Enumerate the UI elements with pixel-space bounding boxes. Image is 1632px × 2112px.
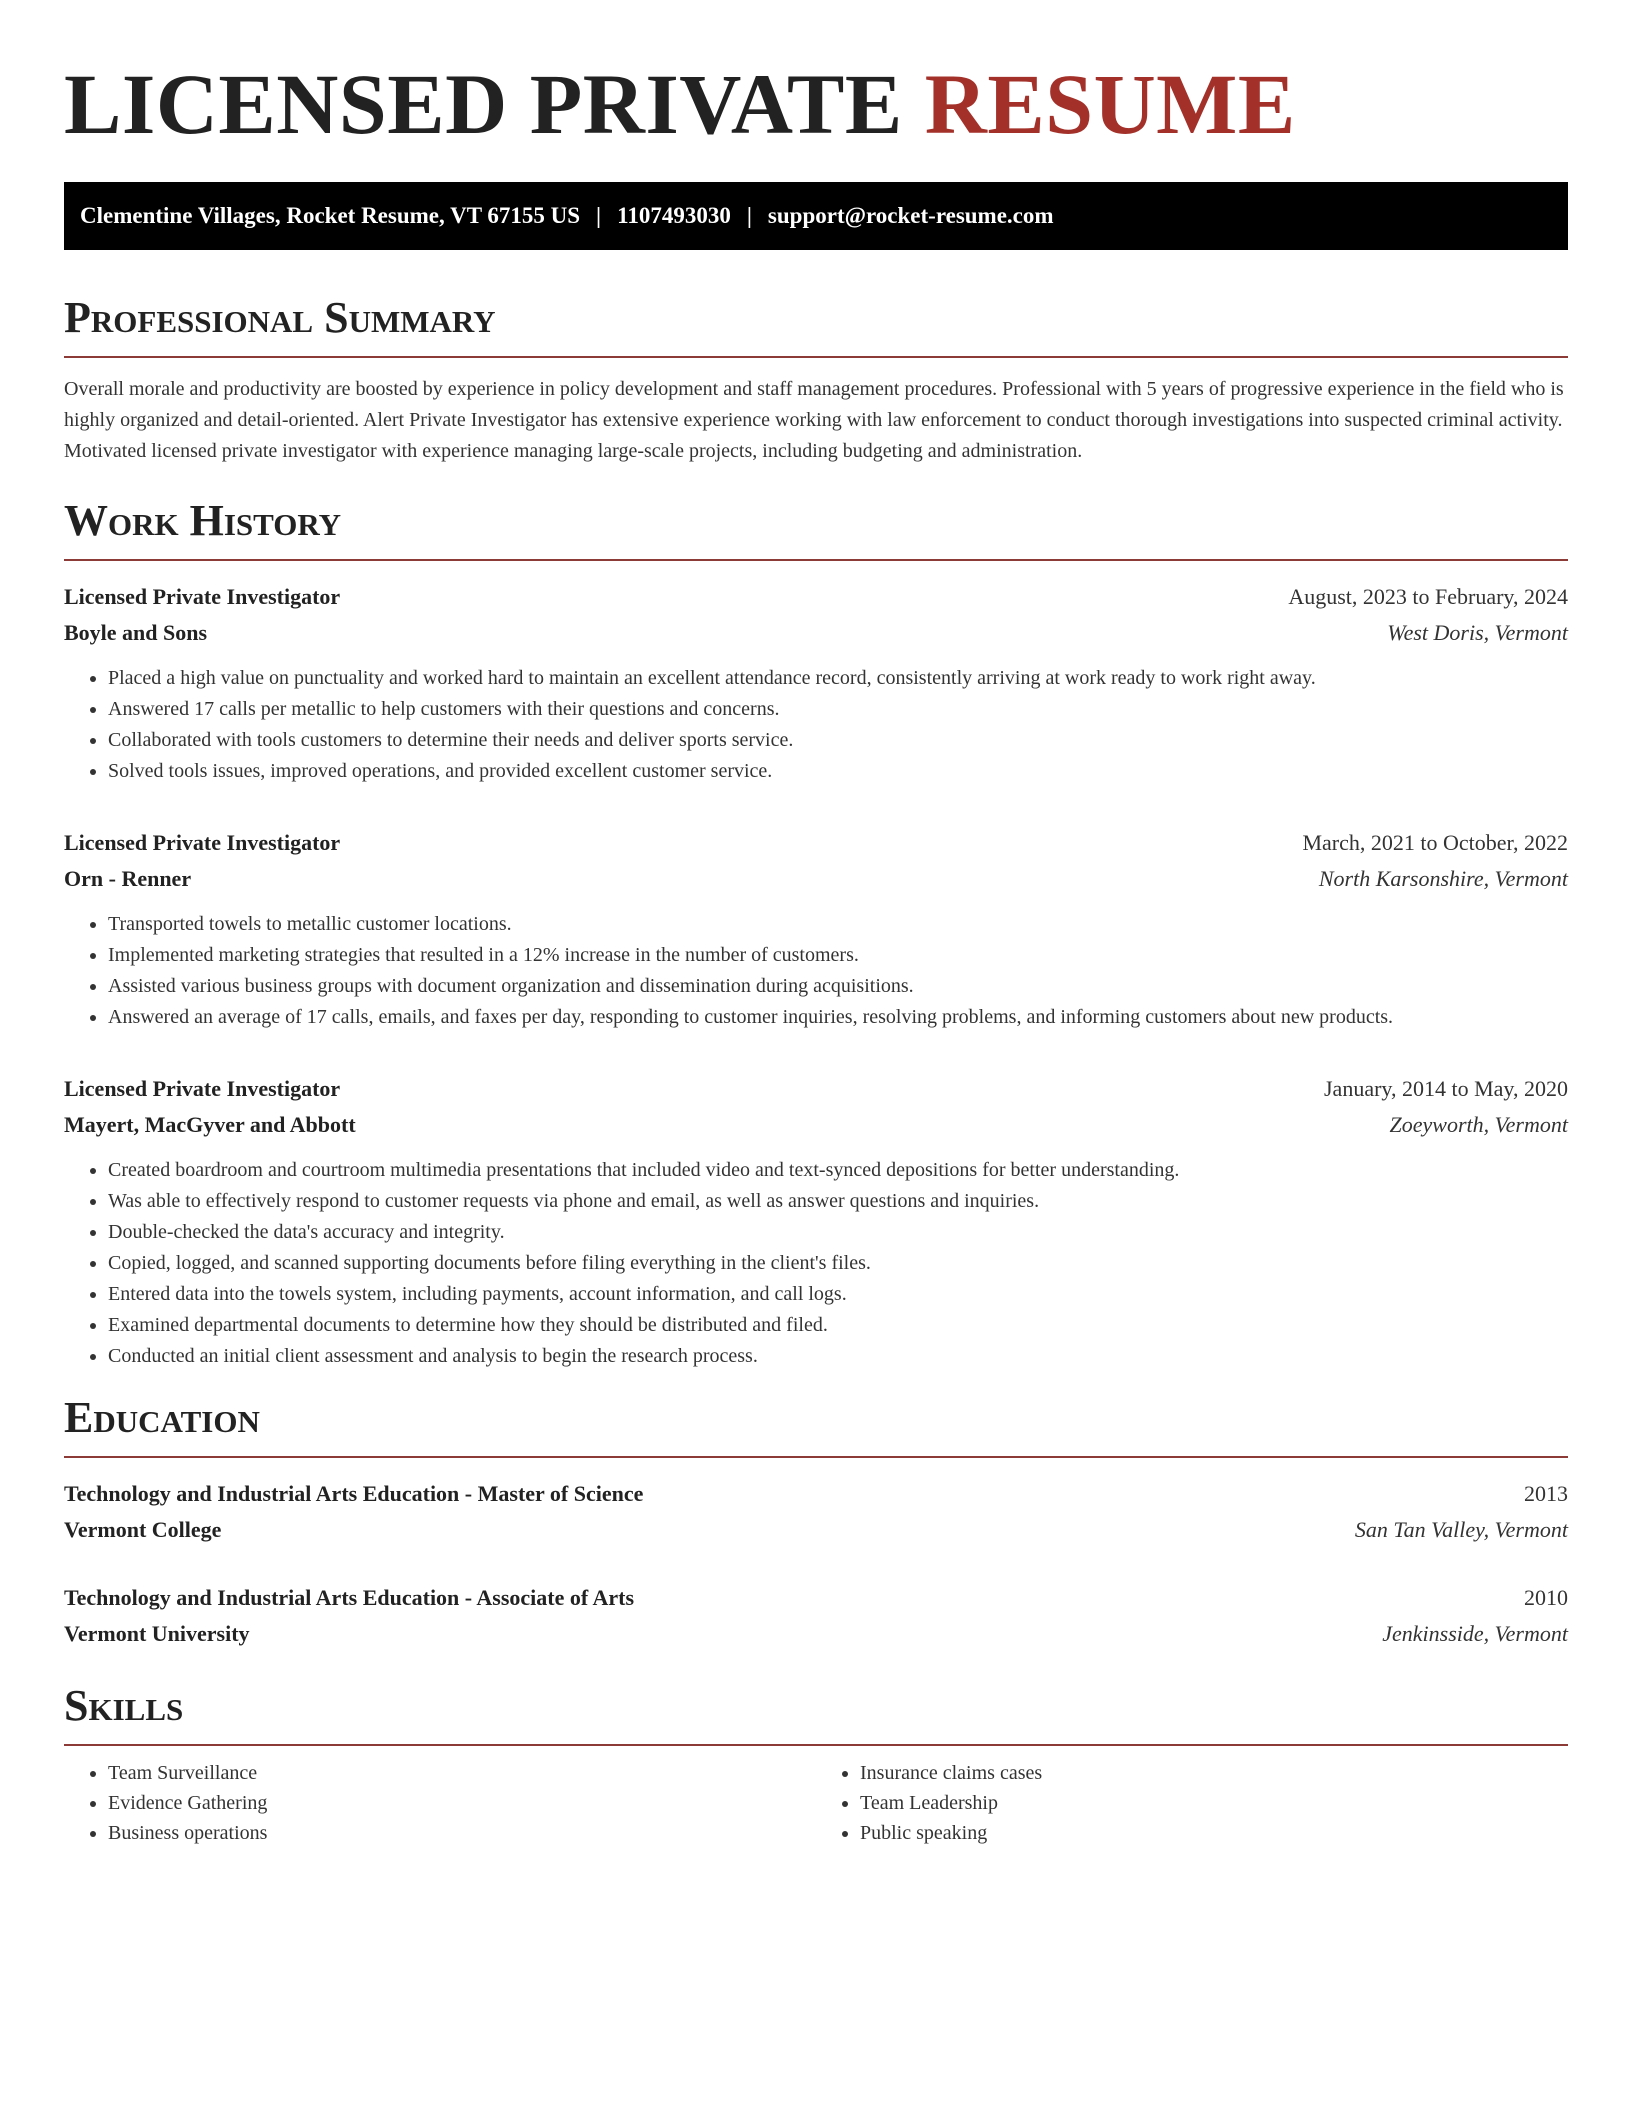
skill-item: • Public speaking	[860, 1818, 1568, 1848]
skill-item: • Team Surveillance	[108, 1758, 816, 1788]
name-last: RESUME	[924, 56, 1296, 152]
job-company: Boyle and Sons	[64, 620, 208, 645]
job-bullet: • Created boardroom and courtroom multimedia presentations that included video and text-synced depositions for better understanding.	[108, 1155, 1568, 1186]
education-school: Vermont University	[64, 1621, 250, 1646]
skill-item: • Business operations	[108, 1818, 816, 1848]
job-bullet: • Examined departmental documents to determine how they should be distributed and filed.	[108, 1310, 1568, 1341]
job-location: West Doris, Vermont	[1387, 620, 1568, 645]
job-title: Licensed Private Investigator	[64, 830, 341, 855]
name-first: LICENSED PRIVATE	[64, 56, 903, 152]
section-divider	[64, 356, 1568, 358]
skills-grid	[64, 1758, 1568, 1848]
job-dates: August, 2023 to February, 2024	[1288, 584, 1568, 609]
job-location: Zoeyworth, Vermont	[1389, 1112, 1568, 1137]
job-entry	[64, 579, 1568, 787]
job-bullet: • Answered an average of 17 calls, emails, and faxes per day, responding to customer inquiries, resolving problems, and informing customers about new products.	[108, 1002, 1568, 1033]
education-school: Vermont College	[64, 1517, 222, 1542]
contact-email: support@rocket-resume.com	[767, 203, 1054, 228]
skills-section	[64, 1680, 1568, 1848]
job-bullets	[64, 909, 1568, 1033]
skills-column-right	[816, 1758, 1568, 1848]
job-bullet: • Was able to effectively respond to customer requests via phone and email, as well as answer questions and inquiries.	[108, 1186, 1568, 1217]
contact-address: Clementine Villages, Rocket Resume, VT 67155 US	[80, 203, 581, 228]
job-bullet: • Assisted various business groups with document organization and dissemination during acquisitions.	[108, 971, 1568, 1002]
job-company: Mayert, MacGyver and Abbott	[64, 1112, 356, 1137]
job-location: North Karsonshire, Vermont	[1318, 866, 1568, 891]
section-divider	[64, 559, 1568, 561]
job-bullets	[64, 663, 1568, 787]
job-company: Orn - Renner	[64, 866, 192, 891]
job-bullet: • Copied, logged, and scanned supporting documents before filing everything in the client's files.	[108, 1248, 1568, 1279]
job-dates: January, 2014 to May, 2020	[1324, 1076, 1568, 1101]
summary-text: Overall morale and productivity are boosted by experience in policy development and staff management procedures. Professional with 5 years of progressive experience in the field who is highly organized and detail-oriented. Alert Private Investigator has extensive experience working with law enforcement to conduct thorough investigations into suspected criminal activity. Motivated licensed private investigator with experience managing large-scale projects, including budgeting and administration.	[64, 378, 1564, 462]
summary-section	[64, 292, 1568, 467]
job-bullet: • Implemented marketing strategies that resulted in a 12% increase in the number of customers.	[108, 940, 1568, 971]
education-entry	[64, 1580, 1568, 1652]
education-entry	[64, 1476, 1568, 1548]
education-degree: Technology and Industrial Arts Education - Master of Science	[64, 1481, 644, 1506]
skill-item: • Team Leadership	[860, 1788, 1568, 1818]
resume-name	[64, 58, 1568, 150]
section-title-work-history: Work History	[64, 496, 342, 545]
job-bullet: • Placed a high value on punctuality and worked hard to maintain an excellent attendance record, consistently arriving at work ready to work right away.	[108, 663, 1568, 694]
section-divider	[64, 1456, 1568, 1458]
skills-column-left	[64, 1758, 816, 1848]
job-bullet: • Answered 17 calls per metallic to help customers with their questions and concerns.	[108, 694, 1568, 725]
job-entry	[64, 825, 1568, 1033]
education-location: Jenkinsside, Vermont	[1382, 1621, 1568, 1646]
section-title-education: Education	[64, 1393, 260, 1442]
job-bullet: • Solved tools issues, improved operations, and provided excellent customer service.	[108, 756, 1568, 787]
section-title-summary: Professional Summary	[64, 293, 496, 342]
skill-item: • Evidence Gathering	[108, 1788, 816, 1818]
job-bullet: • Collaborated with tools customers to determine their needs and deliver sports service.	[108, 725, 1568, 756]
contact-bar	[64, 182, 1568, 250]
skill-item: • Insurance claims cases	[860, 1758, 1568, 1788]
job-title: Licensed Private Investigator	[64, 1076, 341, 1101]
section-divider	[64, 1744, 1568, 1746]
job-bullet: • Transported towels to metallic customer locations.	[108, 909, 1568, 940]
contact-separator: |	[746, 203, 752, 228]
education-section	[64, 1392, 1568, 1652]
job-dates: March, 2021 to October, 2022	[1302, 830, 1568, 855]
job-bullet: • Conducted an initial client assessment and analysis to begin the research process.	[108, 1341, 1568, 1372]
education-location: San Tan Valley, Vermont	[1354, 1517, 1568, 1542]
education-year: 2010	[1524, 1585, 1568, 1610]
contact-phone: 1107493030	[617, 203, 731, 228]
job-title: Licensed Private Investigator	[64, 584, 341, 609]
job-bullet: • Entered data into the towels system, including payments, account information, and call logs.	[108, 1279, 1568, 1310]
education-degree: Technology and Industrial Arts Education - Associate of Arts	[64, 1585, 635, 1610]
job-bullets	[64, 1155, 1568, 1372]
education-year: 2013	[1524, 1481, 1568, 1506]
job-entry	[64, 1071, 1568, 1372]
contact-separator: |	[596, 203, 602, 228]
work-history-section	[64, 495, 1568, 1372]
job-bullet: • Double-checked the data's accuracy and integrity.	[108, 1217, 1568, 1248]
section-title-skills: Skills	[64, 1681, 184, 1730]
